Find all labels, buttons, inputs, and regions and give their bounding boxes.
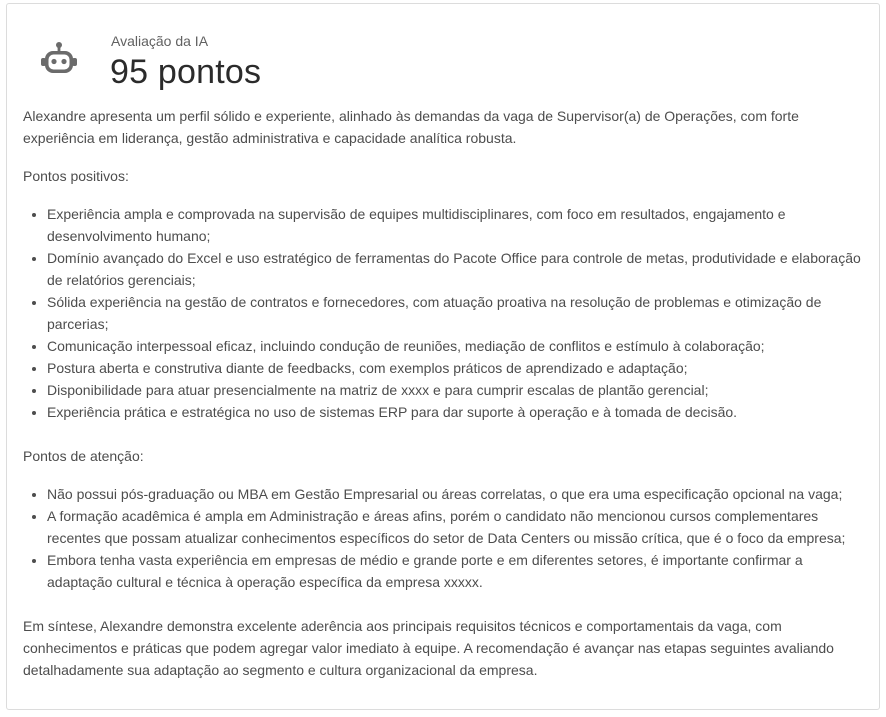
summary-paragraph: Em síntese, Alexandre demonstra excelente aderência aos principais requisitos técnicos e comportamentais da vaga, com conhecimentos e práticas que podem agregar valor imediato à equipe. A recomendação é avançar nas etapas seguintes avaliando detalhadamente sua adaptação ao segmento e cultura organizacional da empresa. — [23, 618, 834, 678]
evaluation-body — [23, 105, 868, 681]
list-item: • Experiência prática e estratégica no uso de sistemas ERP para dar suporte à operação e à tomada de decisão. — [47, 401, 868, 423]
list-item: • Sólida experiência na gestão de contratos e fornecedores, com atuação proativa na resolução de problemas e otimização de parcerias; — [47, 291, 868, 335]
list-item: • Experiência ampla e comprovada na supervisão de equipes multidisciplinares, com foco em resultados, engajamento e desenvolvimento humano; — [47, 203, 868, 247]
intro-paragraph: Alexandre apresenta um perfil sólido e experiente, alinhado às demandas da vaga de Supervisor(a) de Operações, com forte experiência em liderança, gestão administrativa e capacidade analítica robusta. — [23, 108, 799, 146]
list-item: • Domínio avançado do Excel e uso estratégico de ferramentas do Pacote Office para controle de metas, produtividade e elaboração de relatórios gerenciais; — [47, 247, 868, 291]
positives-list — [23, 203, 868, 423]
evaluation-header — [7, 4, 879, 104]
list-item: • Embora tenha vasta experiência em empresas de médio e grande porte e em diferentes setores, é importante confirmar a adaptação cultural e técnica à operação específica da empresa xxxxx. — [47, 549, 868, 593]
attention-list — [23, 483, 868, 593]
evaluation-score: 95 pontos — [110, 53, 262, 91]
robot-icon — [40, 40, 78, 78]
list-item: • Comunicação interpessoal eficaz, incluindo condução de reuniões, mediação de conflitos e estímulo à colaboração; — [47, 335, 868, 357]
list-item: • A formação acadêmica é ampla em Administração e áreas afins, porém o candidato não mencionou cursos complementares recentes que possam atualizar conhecimentos específicos do setor de Data Centers ou missão crítica, que é o foco da empresa; — [47, 505, 868, 549]
list-item: • Disponibilidade para atuar presencialmente na matriz de xxxx e para cumprir escalas de plantão gerencial; — [47, 379, 868, 401]
positives-title: Pontos positivos: — [23, 168, 129, 184]
attention-title: Pontos de atenção: — [23, 448, 144, 464]
list-item: • Não possui pós-graduação ou MBA em Gestão Empresarial ou áreas correlatas, o que era uma especificação opcional na vaga; — [47, 483, 868, 505]
evaluation-label: Avaliação da IA — [111, 33, 209, 49]
ai-evaluation-card — [6, 3, 880, 710]
list-item: • Postura aberta e construtiva diante de feedbacks, com exemplos práticos de aprendizado e adaptação; — [47, 357, 868, 379]
